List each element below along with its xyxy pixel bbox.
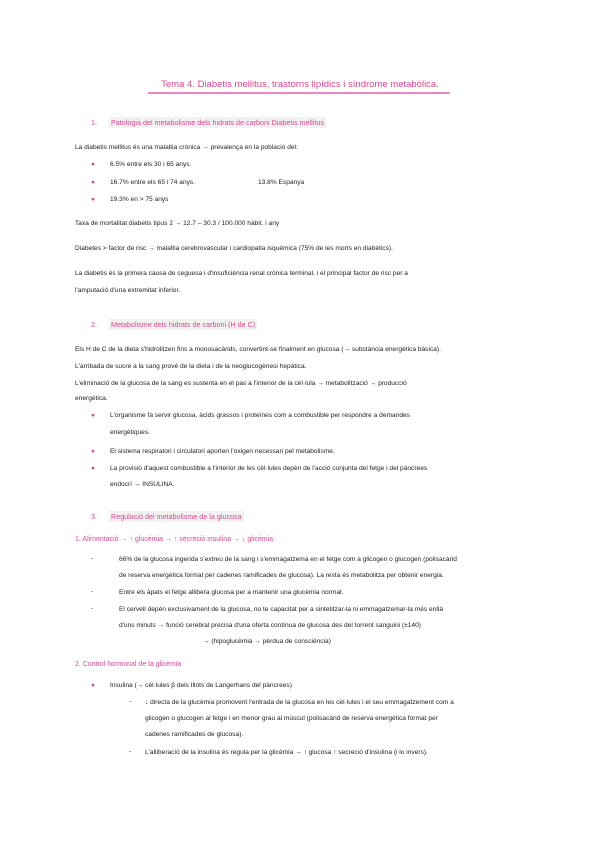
dash-icon: - xyxy=(129,748,132,755)
section-title: Patologia del metabolisme dels hidrats de carboni Diabetis mellitus xyxy=(111,118,324,127)
paragraph: Diabetes > factor de risc → malaltia cerebrovascular i cardiopatia isquèmica (75% de les morts en diabètics). xyxy=(75,245,393,252)
section-number: 3. xyxy=(91,512,97,521)
list-item: → (hipoglucèmia → pèrdua de consciència) xyxy=(203,638,331,645)
bullet-icon: ● xyxy=(91,682,95,689)
paragraph: L'eliminació de la glucosa de la sang es sustenta en el pas a l'interior de la cèl·lula → metabolització → producció xyxy=(75,380,407,387)
section-number: 2. xyxy=(91,320,97,329)
list-item: El sistema respiratori i circulatori aporten l'oxigen necessari pel metabolisme. xyxy=(110,448,335,455)
bullet-icon: ● xyxy=(91,412,95,419)
paragraph: energètica. xyxy=(75,395,108,402)
bullet-icon: ● xyxy=(91,465,95,472)
page-title: Tema 4. Diabetis mellitus, trastorns lipídics i síndrome metabòlica. xyxy=(161,79,439,90)
list-item: 16.7% entre els 65 i 74 anys. xyxy=(110,179,196,186)
list-item-note: 13.8% Espanya xyxy=(258,179,305,186)
paragraph: l'amputació d'una extremitat inferior. xyxy=(75,287,181,294)
list-item: El cervell depèn exclusivament de la glucosa, no te capacitat per a sintetitzar-la ni emmagatzemar-la més enllà xyxy=(119,606,443,613)
list-item: La provisió d'aquest combustible a l'interior de les cèl·lules depèn de l'acció conjunta del fetge i del pàncrees xyxy=(110,465,428,472)
dash-icon: - xyxy=(91,555,94,562)
list-item: L'alliberació de la insulina és regula per la glicèmia → ↑ glucosa ↑ secreció d'insulina (i lo invers). xyxy=(145,749,428,756)
bullet-icon: ● xyxy=(91,196,95,203)
paragraph: Els H de C de la dieta s'hidrolitzen fins a monosacàrids, convertint-se finalment en glucosa (→ substància energètica bàsica). xyxy=(75,346,441,353)
list-item: 19.3% en > 75 anys xyxy=(110,196,169,203)
dash-icon: - xyxy=(91,605,94,612)
list-item: Insulina (→ cèl·lules β dels Illots de Langerhans del pàncrees) xyxy=(110,682,292,689)
list-item: d'uns minuts → funció cerebral precisa d'una oferta contínua de glucosa des del torrent sanguini (±140) xyxy=(119,622,421,629)
list-item: cadenes ramificades de glucosa). xyxy=(145,731,244,738)
paragraph: L'arribada de sucre a la sang prové de la dieta i de la neoglucogènesi hepàtica. xyxy=(75,363,307,370)
subheading: 1. Alimentació → ↑ glucèmia → ↑ secreció insulina → ↓ glicèmia xyxy=(75,536,274,543)
section-heading-2 xyxy=(91,320,257,329)
paragraph: Taxa de mortalitat diabetis tipus 2 → 12.7 – 30.3 / 100.000 hàbit. i any xyxy=(75,220,280,227)
list-item: 6.5% entre els 30 i 65 anys. xyxy=(110,161,192,168)
bullet-icon: ● xyxy=(91,179,95,186)
list-item: endocrí → INSULINA. xyxy=(110,481,175,488)
list-item: L'organisme fa servir glucosa, àcids grassos i proteïnes com a combustible per respondre a demandes xyxy=(110,412,410,419)
dash-icon: - xyxy=(91,588,94,595)
list-item: Entre els àpats el fetge allibera glucosa per a mantenir una glucèmia normal. xyxy=(119,589,344,596)
bullet-icon: ● xyxy=(91,448,95,455)
dash-icon: - xyxy=(129,698,132,705)
title-underline xyxy=(148,92,450,94)
section-heading-1 xyxy=(91,118,326,127)
list-item: 66% de la glucosa ingerida s'extreu de la sang i s'emmagatzema en el fetge com a glicogen o glucogen (polisacàrid xyxy=(119,556,457,563)
section-title: Regulació del metabolisme de la glucosa xyxy=(111,512,242,521)
list-item: de reserva energètica format per cadenes ramificades de glucosa). La resta és metabolitza per obtenir energia. xyxy=(119,572,444,579)
section-number: 1. xyxy=(91,118,97,127)
section-heading-3 xyxy=(91,512,244,521)
list-item: ↓ directa de la glucèmia promovent l'entrada de la glucosa en les cèl·lules i el seu emmagatzement com a xyxy=(145,699,454,706)
paragraph: La diabetis és la primera causa de ceguesa i d'insuficiència renal crònica terminal, i el principal factor de risc per a xyxy=(75,270,408,277)
paragraph: La diabetis mellitus és una malaltia crònica → prevalença en la població del: xyxy=(75,144,298,151)
list-item: glicogen o glucogen al fetge i en menor grau al múscul (polisacàrid de reserva energètica format per xyxy=(145,715,438,722)
bullet-icon: ● xyxy=(91,161,95,168)
list-item: energètiques. xyxy=(110,429,150,436)
subheading: 2. Control hormonal de la glicèmia xyxy=(75,661,182,668)
section-title: Metabolisme dels hidrats de carboni (H de C) xyxy=(111,320,256,329)
